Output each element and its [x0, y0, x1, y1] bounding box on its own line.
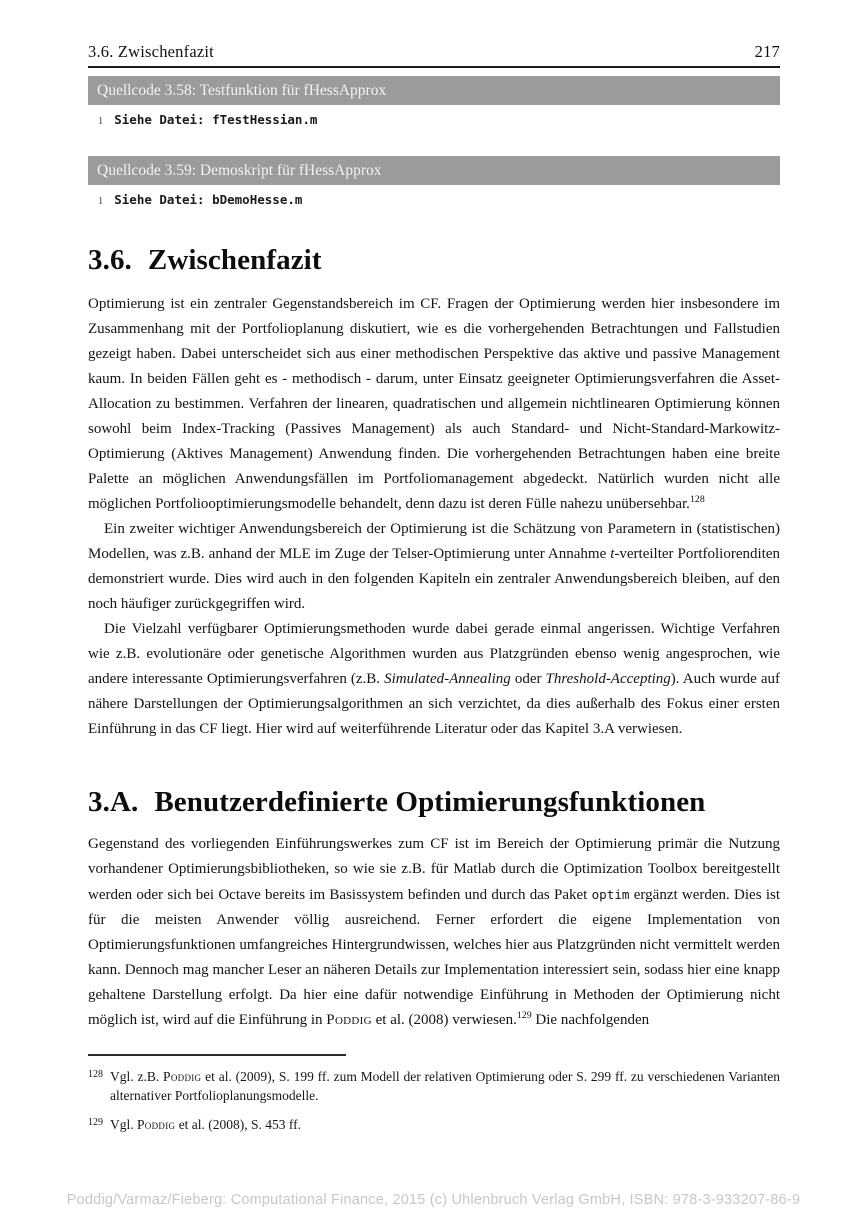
text-segment: Die nachfolgenden	[531, 1012, 650, 1028]
footnote-text	[110, 1115, 301, 1134]
text-segment: Gegenstand des vorliegenden Einführungswerkes zum CF ist im Bereich der Optimierung primär die Nutzung vorhandener Optimierungsbibliotheken, so wie sie z.B. für Matlab durch die Optimization Toolbox bereitgestellt werden oder sich bei Octave bereits im Basissystem befinden und durch das Paket	[88, 836, 780, 903]
section-title: Zwischenfazit	[147, 244, 322, 276]
running-header-section-title: 3.6. Zwischenfazit	[88, 42, 214, 61]
section-title: Benutzerdefinierte Optimierungsfunktionen	[154, 786, 706, 818]
footnote-number: 129	[88, 1117, 103, 1128]
code-line-number: 1	[98, 196, 104, 207]
text-segment: Optimierung ist ein zentraler Gegenstandsbereich im CF. Fragen der Optimierung werden hier insbesondere im Zusammenhang mit der Portfolioplanung diskutiert, wie es die vorhergehenden Betrachtungen und Fallstudien gezeigt haben. Dabei unterscheidet sich aus einer methodischen Perspektive das aktive und passive Management kaum. In beiden Fällen geht es - methodisch - darum, unter Einsatz geeigneter Optimierungsverfahren die Asset-Allocation zu bestimmen. Verfahren der linearen, quadratischen und allgemein nichtlinearen Optimierung können sowohl beim Index-Tracking (Passives Management) als auch Standard- und Nicht-Standard-Markowitz-Optimierung (Aktives Management) Anwendung finden. Die vorhergehenden Betrachtungen haben eine breite Palette an möglichen Anwendungsfällen im Portfoliomanagement abgedeckt. Natürlich wurden nicht alle möglichen Portfoliooptimierungsmodelle behandelt, denn dazu ist deren Fülle nahezu unübersehbar.	[88, 296, 780, 512]
code-text: Siehe Datei: bDemoHesse.m	[114, 192, 303, 207]
text-segment: Ein zweiter wichtiger Anwendungsbereich der Optimierung ist die Schätzung von Parametern in (statistischen) Modellen, was z.B. anhand der MLE im Zuge der Telser-Optimierung unter Annahme	[88, 521, 780, 562]
text-segment: Vgl.	[110, 1117, 137, 1132]
paragraph	[88, 292, 780, 517]
footnote-number: 128	[88, 1069, 103, 1080]
section-heading-3-6	[88, 244, 780, 277]
section-heading-3-A	[88, 786, 780, 819]
text-segment: ergänzt werden. Dies ist für die meisten Anwender völlig ausreichend. Ferner erfordert die eigene Implementation von Optimierungsfunktionen umfangreiches Hintergrundwissen, welches hier aus Platzgründen nicht vermittelt werden kann. Dennoch mag mancher Leser an näheren Details zur Implementation interessiert sein, sodass hier eine knapp gehaltene Darstellung erfolgt. Da hier eine dafür notwendige Einführung in Methoden der Optimierung nicht möglich ist, wird auf die Einführung in	[88, 887, 780, 1028]
listing-caption-3-58: Quellcode 3.58: Testfunktion für fHessApprox	[88, 76, 780, 105]
running-header	[88, 42, 780, 68]
text-segment: et al. (2008) verwiesen.	[371, 1012, 517, 1028]
footnote-separator-rule	[88, 1054, 346, 1056]
text-segment: Poddig	[326, 1012, 372, 1028]
page-number: 217	[754, 42, 780, 61]
listing-code-3-59	[88, 192, 780, 207]
paragraph	[88, 517, 780, 617]
paragraph	[88, 832, 780, 1033]
text-segment: ). Auch wurde auf nähere Darstellungen der Optimierungsalgorithmen an sich verzichtet, da dies außerhalb des Fokus einer ersten Einführung in das CF liegt. Hier wird auf weiterführende Literatur oder das Kapitel 3.A verwiesen.	[88, 671, 781, 737]
footnote-129	[88, 1115, 780, 1134]
text-segment: et al. (2008), S. 453 ff.	[175, 1117, 302, 1132]
code-line-number: 1	[98, 116, 104, 127]
text-segment: optim	[591, 887, 630, 902]
text-segment: t	[610, 546, 615, 562]
text-segment: oder	[510, 671, 546, 687]
footnote-reference: 128	[689, 494, 705, 505]
section-3-6-body	[88, 292, 780, 742]
footnotes-block	[88, 1054, 780, 1144]
footnote-reference: 129	[516, 1010, 532, 1021]
text-segment: Die Vielzahl verfügbarer Optimierungsmethoden wurde dabei gerade einmal angerissen. Wichtige Verfahren wie z.B. evolutionäre oder genetische Algorithmen wurden aus Platzgründen ebenso wenig angesprochen, wie andere interessante Optimierungsverfahren (z.B.	[88, 621, 780, 687]
text-segment: Poddig	[137, 1117, 176, 1132]
listing-code-3-58	[88, 112, 780, 127]
text-segment: et al. (2009), S. 199 ff. zum Modell der relativen Optimierung oder S. 299 ff. zu verschiedenen Varianten alternativer Portfolioplanungsmodelle.	[110, 1069, 781, 1103]
text-segment: -verteilter Portfoliorenditen demonstriert wurde. Dies wird auch in den folgenden Kapiteln ein zentraler Anwendungsbereich bleiben, auf den noch häufiger zurückgegriffen wird.	[88, 546, 780, 612]
footnote-text	[110, 1067, 780, 1105]
section-number: 3.6.	[88, 244, 132, 276]
code-text: Siehe Datei: fTestHessian.m	[114, 112, 318, 127]
section-3-A-body	[88, 832, 780, 1033]
listing-caption-3-59: Quellcode 3.59: Demoskript für fHessApprox	[88, 156, 780, 185]
footnote-128	[88, 1067, 780, 1105]
text-segment: Vgl. z.B.	[110, 1069, 164, 1084]
copyright-footer: Poddig/Varmaz/Fieberg: Computational Finance, 2015 (c) Uhlenbruch Verlag GmbH, ISBN: 978-3-933207-86-9	[66, 1192, 801, 1208]
paragraph	[88, 617, 780, 742]
text-segment: Simulated-Annealing	[384, 671, 511, 687]
text-segment: Threshold-Accepting	[545, 671, 671, 687]
section-number: 3.A.	[88, 786, 139, 818]
text-segment: Poddig	[163, 1069, 202, 1084]
